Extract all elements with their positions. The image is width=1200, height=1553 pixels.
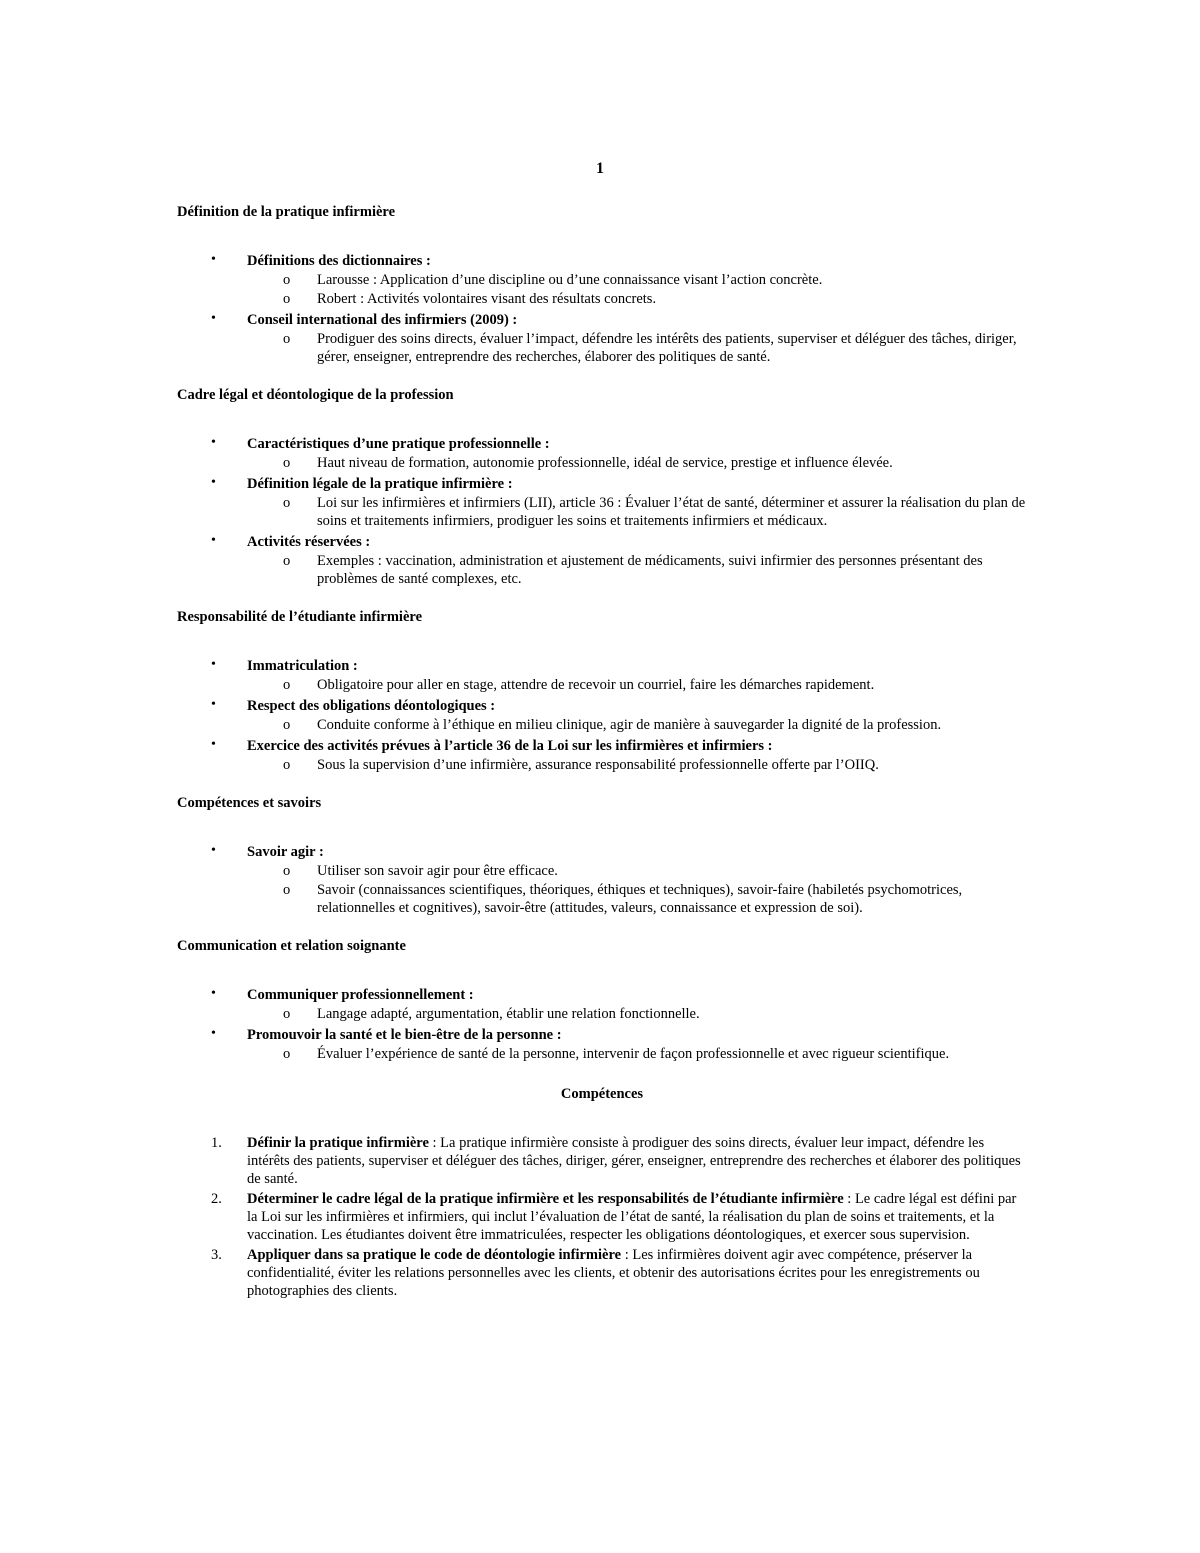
sub-item bbox=[247, 552, 1027, 588]
bullet-list bbox=[177, 986, 1027, 1063]
sub-list bbox=[247, 271, 1027, 308]
bullet-icon: • bbox=[211, 1026, 216, 1041]
sub-item bbox=[247, 271, 1027, 289]
section-title: Responsabilité de l’étudiante infirmière bbox=[177, 609, 423, 625]
sub-list bbox=[247, 454, 1027, 472]
numbered-list bbox=[177, 1134, 1027, 1300]
bullet-icon: • bbox=[211, 435, 216, 450]
sub-item-text: Langage adapté, argumentation, établir une relation fonctionnelle. bbox=[317, 1006, 700, 1022]
section-title: Compétences et savoirs bbox=[177, 795, 322, 811]
sub-item-text: Évaluer l’expérience de santé de la personne, intervenir de façon professionnelle et avec rigueur scientifique. bbox=[317, 1046, 950, 1062]
item-text: : La pratique infirmière consiste à prodiguer des soins directs, évaluer leur impact, défendre les intérêts des patients, superviser et déléguer des tâches, diriger, gérer, enseigner, entreprendre des recherches et élaborer des politiques de santé. bbox=[247, 1135, 1021, 1187]
circle-bullet-icon: o bbox=[283, 553, 291, 569]
item-label: Définitions des dictionnaires : bbox=[247, 253, 431, 269]
sub-item bbox=[247, 1045, 1027, 1063]
item-label: Respect des obligations déontologiques : bbox=[247, 698, 496, 714]
item-label: Définir la pratique infirmière bbox=[247, 1135, 429, 1151]
sub-item bbox=[247, 676, 1027, 694]
bullet-icon: • bbox=[211, 843, 216, 858]
sub-item bbox=[247, 454, 1027, 472]
circle-bullet-icon: o bbox=[283, 291, 291, 307]
sub-item-text: Savoir (connaissances scientifiques, théoriques, éthiques et techniques), savoir-faire (habiletés psychomotrices, relationnelles et cognitives), savoir-être (attitudes, valeurs, connaissance et expression de soi). bbox=[317, 882, 963, 916]
list-item bbox=[177, 475, 1027, 530]
sub-item-text: Exemples : vaccination, administration et ajustement de médicaments, suivi infirmier des personnes présentant des problèmes de santé complexes, etc. bbox=[317, 553, 983, 587]
item-label: Exercice des activités prévues à l’article 36 de la Loi sur les infirmières et infirmiers : bbox=[247, 738, 773, 754]
document-body bbox=[177, 203, 1027, 1302]
list-item bbox=[177, 252, 1027, 308]
item-label: Savoir agir : bbox=[247, 844, 324, 860]
section bbox=[177, 608, 1027, 774]
sub-item-text: Prodiguer des soins directs, évaluer l’impact, défendre les intérêts des patients, superviser et déléguer des tâches, diriger, gérer, enseigner, entreprendre des recherches, élaborer des politiques de santé. bbox=[317, 331, 1017, 365]
list-item bbox=[177, 533, 1027, 588]
circle-bullet-icon: o bbox=[283, 757, 291, 773]
sub-item-text: Conduite conforme à l’éthique en milieu clinique, agir de manière à sauvegarder la dignité de la profession. bbox=[317, 717, 942, 733]
item-text: : Le cadre légal est défini par la Loi sur les infirmières et infirmiers, qui inclut l’évaluation de l’état de santé, la réalisation du plan de soins et traitements, et la vaccination. Les étudiantes doivent être immatriculées, respecter les obligations déontologiques, et exercer sous supervision. bbox=[247, 1191, 1017, 1243]
sub-item-text: Robert : Activités volontaires visant des résultats concrets. bbox=[317, 291, 657, 307]
list-item bbox=[177, 435, 1027, 472]
sub-item bbox=[247, 494, 1027, 530]
section bbox=[177, 794, 1027, 917]
sub-list bbox=[247, 676, 1027, 694]
bullet-icon: • bbox=[211, 475, 216, 490]
sub-item bbox=[247, 330, 1027, 366]
circle-bullet-icon: o bbox=[283, 1006, 291, 1022]
list-item bbox=[177, 737, 1027, 774]
sub-list bbox=[247, 756, 1027, 774]
sub-item bbox=[247, 716, 1027, 734]
list-item bbox=[177, 311, 1027, 366]
sub-list bbox=[247, 862, 1027, 917]
sub-item-text: Sous la supervision d’une infirmière, assurance responsabilité professionnelle offerte par l’OIIQ. bbox=[317, 757, 879, 773]
numbered-item bbox=[177, 1190, 1027, 1244]
section-title: Communication et relation soignante bbox=[177, 938, 406, 954]
list-item bbox=[177, 986, 1027, 1023]
circle-bullet-icon: o bbox=[283, 1046, 291, 1062]
page-number: 1 bbox=[596, 160, 604, 177]
bullet-icon: • bbox=[211, 252, 216, 267]
circle-bullet-icon: o bbox=[283, 495, 291, 511]
item-label: Immatriculation : bbox=[247, 658, 358, 674]
item-label: Conseil international des infirmiers (2009) : bbox=[247, 312, 518, 328]
sub-list bbox=[247, 552, 1027, 588]
bullet-list bbox=[177, 657, 1027, 774]
sub-item-text: Obligatoire pour aller en stage, attendre de recevoir un courriel, faire les démarches rapidement. bbox=[317, 677, 875, 693]
list-item bbox=[177, 843, 1027, 917]
circle-bullet-icon: o bbox=[283, 272, 291, 288]
section-title: Définition de la pratique infirmière bbox=[177, 204, 396, 220]
sub-item bbox=[247, 1005, 1027, 1023]
circle-bullet-icon: o bbox=[283, 863, 291, 879]
item-number: 3. bbox=[211, 1247, 222, 1263]
sub-item-text: Larousse : Application d’une discipline ou d’une connaissance visant l’action concrète. bbox=[317, 272, 823, 288]
circle-bullet-icon: o bbox=[283, 882, 291, 898]
bullet-icon: • bbox=[211, 657, 216, 672]
sub-item bbox=[247, 881, 1027, 917]
numbered-item bbox=[177, 1246, 1027, 1300]
bullet-icon: • bbox=[211, 311, 216, 326]
item-number: 1. bbox=[211, 1135, 222, 1151]
list-item bbox=[177, 697, 1027, 734]
item-text: : Les infirmières doivent agir avec compétence, préserver la confidentialité, éviter les relations personnelles avec les clients, et obtenir des autorisations écrites pour les enregistrements ou photographies des clients. bbox=[247, 1247, 980, 1299]
section bbox=[177, 203, 1027, 366]
sub-list bbox=[247, 716, 1027, 734]
list-item bbox=[177, 657, 1027, 694]
sub-list bbox=[247, 494, 1027, 530]
sub-item-text: Loi sur les infirmières et infirmiers (LII), article 36 : Évaluer l’état de santé, déterminer et assurer la réalisation du plan de soins et traitements infirmiers, prodiguer les soins et traitements infirmiers et médicaux. bbox=[317, 495, 1026, 529]
item-label: Appliquer dans sa pratique le code de déontologie infirmière bbox=[247, 1247, 622, 1263]
bullet-icon: • bbox=[211, 737, 216, 752]
circle-bullet-icon: o bbox=[283, 717, 291, 733]
item-label: Promouvoir la santé et le bien-être de la personne : bbox=[247, 1027, 562, 1043]
sub-item-text: Utiliser son savoir agir pour être efficace. bbox=[317, 863, 558, 879]
sub-item bbox=[247, 290, 1027, 308]
circle-bullet-icon: o bbox=[283, 677, 291, 693]
list-item bbox=[177, 1026, 1027, 1063]
bullet-list bbox=[177, 843, 1027, 917]
section bbox=[177, 937, 1027, 1063]
sub-item bbox=[247, 756, 1027, 774]
section bbox=[177, 386, 1027, 588]
item-label: Caractéristiques d’une pratique professionnelle : bbox=[247, 436, 550, 452]
section-title: Cadre légal et déontologique de la profession bbox=[177, 387, 454, 403]
item-label: Définition légale de la pratique infirmière : bbox=[247, 476, 513, 492]
bullet-icon: • bbox=[211, 533, 216, 548]
sub-item-text: Haut niveau de formation, autonomie professionnelle, idéal de service, prestige et influence élevée. bbox=[317, 455, 893, 471]
bullet-icon: • bbox=[211, 697, 216, 712]
numbered-item bbox=[177, 1134, 1027, 1188]
item-label: Communiquer professionnellement : bbox=[247, 987, 474, 1003]
circle-bullet-icon: o bbox=[283, 331, 291, 347]
competences-title: Compétences bbox=[560, 1086, 644, 1102]
item-label: Déterminer le cadre légal de la pratique infirmière et les responsabilités de l’étudiante infirmière bbox=[247, 1191, 844, 1207]
item-number: 2. bbox=[211, 1191, 222, 1207]
sub-list bbox=[247, 1045, 1027, 1063]
bullet-list bbox=[177, 435, 1027, 588]
bullet-icon: • bbox=[211, 986, 216, 1001]
sub-item bbox=[247, 862, 1027, 880]
bullet-list bbox=[177, 252, 1027, 366]
circle-bullet-icon: o bbox=[283, 455, 291, 471]
sub-list bbox=[247, 330, 1027, 366]
item-label: Activités réservées : bbox=[247, 534, 371, 550]
sub-list bbox=[247, 1005, 1027, 1023]
